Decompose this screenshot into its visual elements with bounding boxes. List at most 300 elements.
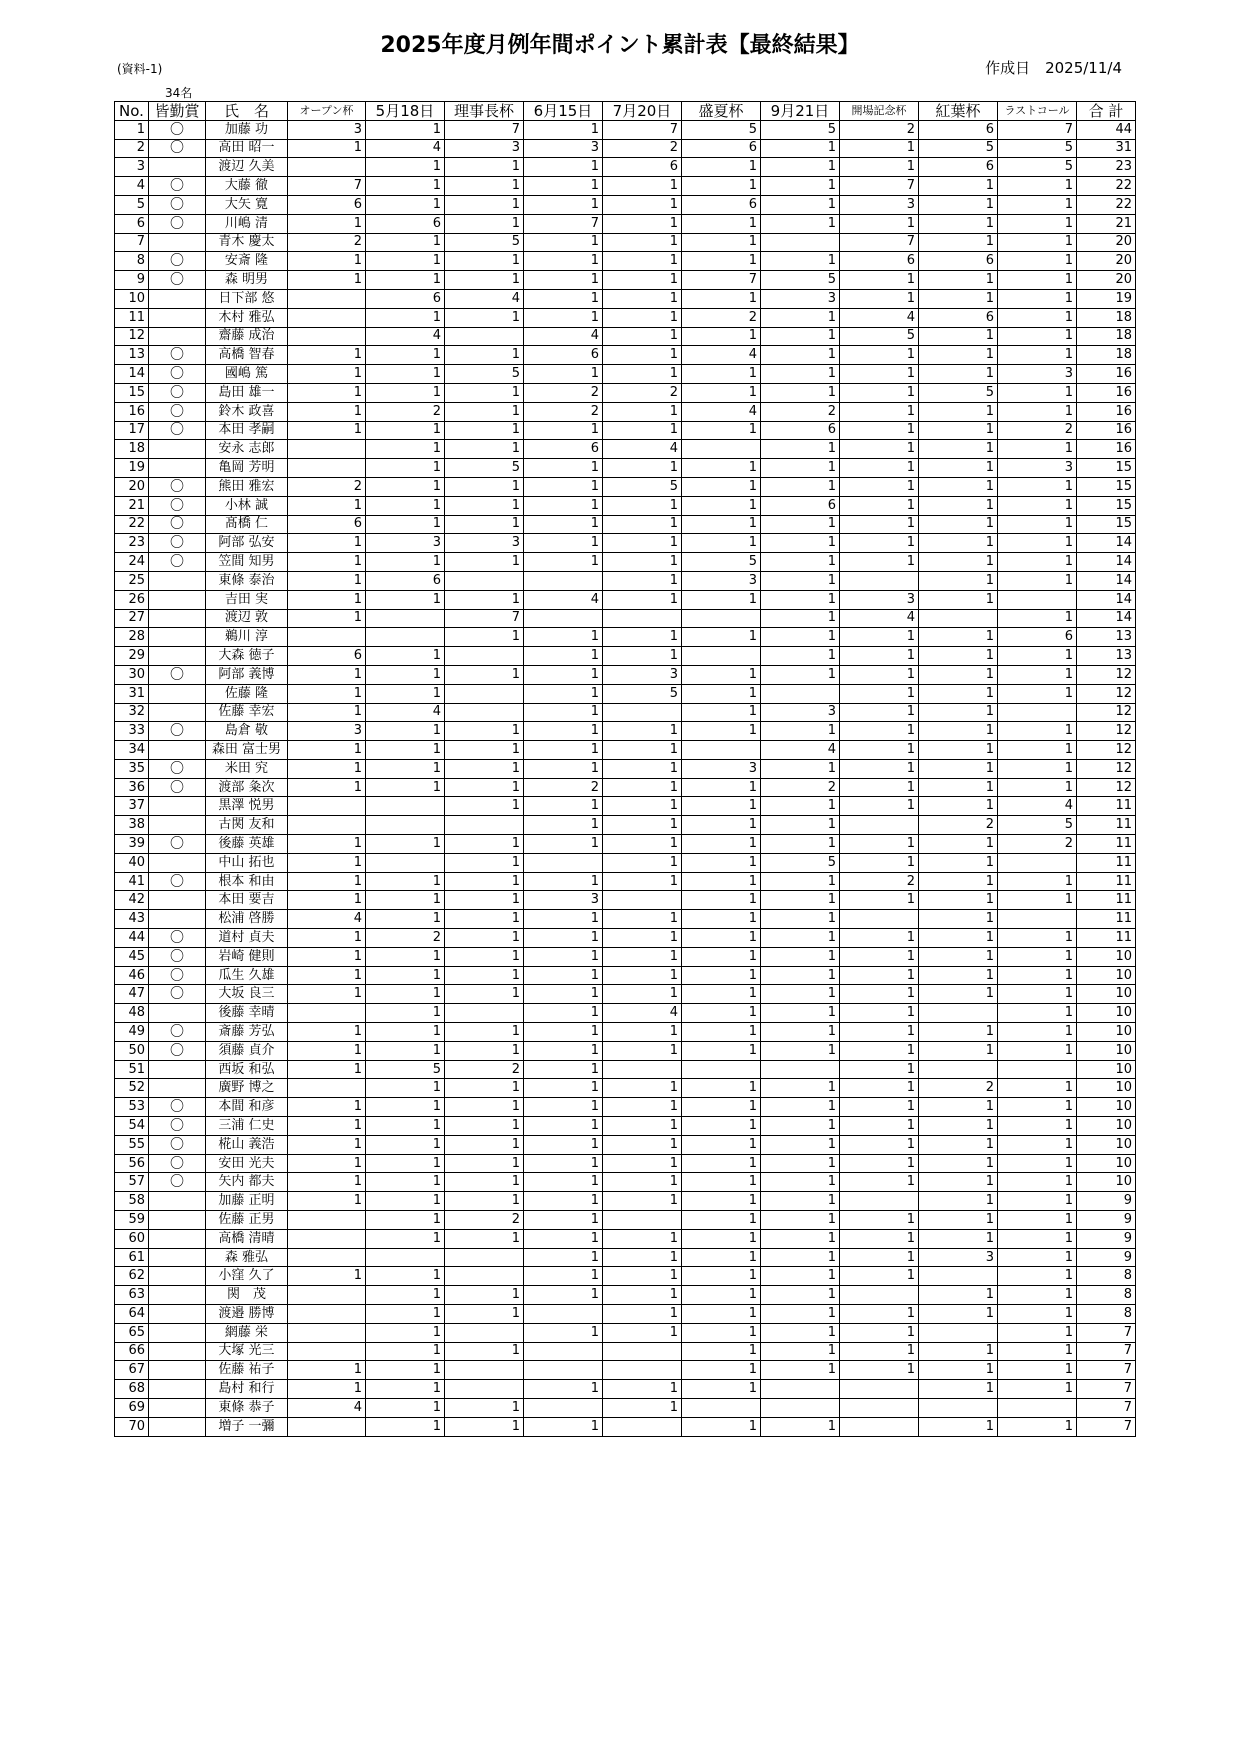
cell-name: 佐藤 祐子	[206, 1361, 288, 1380]
cell-last-call	[998, 853, 1077, 872]
table-row	[115, 534, 1136, 553]
cell-open-cup: 1	[288, 778, 366, 797]
cell-name: 島倉 敬	[206, 722, 288, 741]
cell-name: 鵜川 淳	[206, 628, 288, 647]
cell-total: 44	[1077, 120, 1136, 139]
cell-name: 松浦 啓勝	[206, 910, 288, 929]
cell-name: 佐藤 正男	[206, 1211, 288, 1230]
cell-jul20: 1	[603, 496, 682, 515]
cell-last-call: 1	[998, 759, 1077, 778]
cell-anniversary-cup: 1	[840, 947, 919, 966]
cell-summer-cup: 1	[682, 1023, 761, 1042]
cell-chairman-cup: 1	[445, 853, 524, 872]
cell-summer-cup	[682, 741, 761, 760]
cell-total: 15	[1077, 477, 1136, 496]
cell-autumn-cup: 1	[919, 327, 998, 346]
cell-no: 35	[115, 759, 149, 778]
cell-jun15	[524, 853, 603, 872]
cell-name: 安永 志郎	[206, 440, 288, 459]
table-row	[115, 1154, 1136, 1173]
cell-total: 12	[1077, 684, 1136, 703]
cell-may18	[366, 1248, 445, 1267]
cell-sep21: 1	[761, 346, 840, 365]
cell-open-cup	[288, 327, 366, 346]
cell-autumn-cup: 1	[919, 684, 998, 703]
cell-no: 54	[115, 1117, 149, 1136]
cell-attendance	[149, 158, 206, 177]
cell-chairman-cup: 1	[445, 1079, 524, 1098]
cell-name: 東條 泰治	[206, 571, 288, 590]
cell-anniversary-cup: 1	[840, 477, 919, 496]
cell-attendance: 〇	[149, 553, 206, 572]
cell-open-cup: 2	[288, 477, 366, 496]
cell-name: 川嶋 清	[206, 214, 288, 233]
cell-anniversary-cup: 2	[840, 872, 919, 891]
cell-attendance	[149, 289, 206, 308]
cell-sep21: 1	[761, 929, 840, 948]
cell-last-call: 1	[998, 477, 1077, 496]
cell-attendance: 〇	[149, 966, 206, 985]
cell-jul20: 4	[603, 440, 682, 459]
cell-summer-cup: 1	[682, 891, 761, 910]
cell-last-call: 1	[998, 177, 1077, 196]
cell-autumn-cup: 1	[919, 515, 998, 534]
cell-last-call: 1	[998, 966, 1077, 985]
cell-jun15: 1	[524, 158, 603, 177]
cell-autumn-cup: 1	[919, 703, 998, 722]
cell-may18: 1	[366, 459, 445, 478]
cell-chairman-cup	[445, 1380, 524, 1399]
cell-no: 21	[115, 496, 149, 515]
cell-autumn-cup: 1	[919, 1342, 998, 1361]
cell-jul20: 1	[603, 872, 682, 891]
cell-autumn-cup: 1	[919, 1417, 998, 1436]
cell-last-call: 1	[998, 1323, 1077, 1342]
cell-may18: 1	[366, 1023, 445, 1042]
cell-anniversary-cup: 3	[840, 590, 919, 609]
cell-anniversary-cup: 1	[840, 365, 919, 384]
cell-last-call: 1	[998, 947, 1077, 966]
cell-anniversary-cup: 1	[840, 383, 919, 402]
cell-jun15: 1	[524, 1248, 603, 1267]
cell-attendance: 〇	[149, 365, 206, 384]
cell-autumn-cup: 1	[919, 233, 998, 252]
cell-last-call: 1	[998, 1417, 1077, 1436]
cell-anniversary-cup: 1	[840, 797, 919, 816]
cell-sep21: 1	[761, 571, 840, 590]
cell-name: 島村 和行	[206, 1380, 288, 1399]
table-row	[115, 910, 1136, 929]
cell-may18: 1	[366, 1079, 445, 1098]
cell-may18: 1	[366, 477, 445, 496]
cell-sep21: 1	[761, 816, 840, 835]
cell-no: 63	[115, 1286, 149, 1305]
cell-no: 36	[115, 778, 149, 797]
cell-last-call: 1	[998, 1361, 1077, 1380]
cell-name: 黒澤 悦男	[206, 797, 288, 816]
cell-chairman-cup	[445, 1323, 524, 1342]
cell-sep21: 1	[761, 1041, 840, 1060]
cell-open-cup: 4	[288, 910, 366, 929]
cell-summer-cup: 1	[682, 421, 761, 440]
cell-may18: 1	[366, 1173, 445, 1192]
cell-open-cup: 1	[288, 1192, 366, 1211]
cell-open-cup: 1	[288, 214, 366, 233]
cell-last-call: 1	[998, 402, 1077, 421]
cell-total: 10	[1077, 1117, 1136, 1136]
cell-chairman-cup	[445, 1004, 524, 1023]
cell-no: 19	[115, 459, 149, 478]
cell-total: 21	[1077, 214, 1136, 233]
cell-jun15: 7	[524, 214, 603, 233]
cell-autumn-cup: 1	[919, 947, 998, 966]
cell-name: 笠間 知男	[206, 553, 288, 572]
cell-autumn-cup: 1	[919, 628, 998, 647]
table-row	[115, 214, 1136, 233]
cell-no: 3	[115, 158, 149, 177]
table-row	[115, 421, 1136, 440]
cell-jun15: 1	[524, 1004, 603, 1023]
cell-no: 40	[115, 853, 149, 872]
table-row	[115, 647, 1136, 666]
cell-chairman-cup: 1	[445, 1192, 524, 1211]
cell-name: 本田 要吉	[206, 891, 288, 910]
cell-summer-cup: 1	[682, 1154, 761, 1173]
cell-chairman-cup: 3	[445, 139, 524, 158]
cell-jun15: 1	[524, 722, 603, 741]
cell-name: 斎藤 芳弘	[206, 1023, 288, 1042]
cell-summer-cup: 1	[682, 590, 761, 609]
cell-last-call: 1	[998, 1380, 1077, 1399]
cell-autumn-cup: 1	[919, 1286, 998, 1305]
cell-attendance: 〇	[149, 1154, 206, 1173]
cell-may18: 1	[366, 365, 445, 384]
cell-jun15: 1	[524, 1323, 603, 1342]
cell-attendance: 〇	[149, 271, 206, 290]
cell-open-cup: 1	[288, 365, 366, 384]
cell-chairman-cup: 1	[445, 1041, 524, 1060]
cell-anniversary-cup: 1	[840, 966, 919, 985]
cell-sep21: 1	[761, 1098, 840, 1117]
table-row	[115, 1229, 1136, 1248]
cell-autumn-cup	[919, 1398, 998, 1417]
cell-anniversary-cup: 1	[840, 289, 919, 308]
cell-last-call: 1	[998, 1267, 1077, 1286]
cell-chairman-cup: 1	[445, 797, 524, 816]
cell-last-call: 1	[998, 665, 1077, 684]
cell-last-call	[998, 1398, 1077, 1417]
cell-open-cup: 1	[288, 534, 366, 553]
cell-last-call: 1	[998, 515, 1077, 534]
cell-chairman-cup: 1	[445, 158, 524, 177]
cell-chairman-cup: 1	[445, 1117, 524, 1136]
cell-jul20: 4	[603, 1004, 682, 1023]
cell-jun15: 1	[524, 534, 603, 553]
cell-anniversary-cup	[840, 1192, 919, 1211]
cell-summer-cup: 1	[682, 966, 761, 985]
cell-summer-cup: 1	[682, 703, 761, 722]
cell-total: 18	[1077, 346, 1136, 365]
cell-jul20: 1	[603, 289, 682, 308]
cell-no: 26	[115, 590, 149, 609]
cell-jun15: 1	[524, 553, 603, 572]
cell-name: 阿部 弘安	[206, 534, 288, 553]
cell-jul20	[603, 1417, 682, 1436]
table-row	[115, 872, 1136, 891]
header-jul20: 7月20日	[603, 102, 682, 121]
cell-last-call: 1	[998, 1305, 1077, 1324]
cell-anniversary-cup: 1	[840, 1060, 919, 1079]
cell-open-cup: 1	[288, 1154, 366, 1173]
table-row	[115, 1060, 1136, 1079]
cell-jul20: 1	[603, 553, 682, 572]
cell-no: 55	[115, 1135, 149, 1154]
page-title: 2025年度月例年間ポイント累計表【最終結果】	[380, 33, 860, 58]
cell-jun15: 1	[524, 872, 603, 891]
cell-chairman-cup: 1	[445, 665, 524, 684]
cell-name: 渡辺 敦	[206, 609, 288, 628]
cell-autumn-cup: 1	[919, 741, 998, 760]
cell-jun15: 1	[524, 233, 603, 252]
cell-anniversary-cup: 1	[840, 421, 919, 440]
cell-may18: 1	[366, 741, 445, 760]
cell-open-cup: 1	[288, 1098, 366, 1117]
cell-jun15: 1	[524, 120, 603, 139]
cell-chairman-cup: 1	[445, 177, 524, 196]
cell-may18: 1	[366, 590, 445, 609]
cell-sep21: 1	[761, 195, 840, 214]
cell-open-cup	[288, 158, 366, 177]
header-row	[115, 102, 1136, 121]
cell-name: 青木 慶太	[206, 233, 288, 252]
cell-total: 11	[1077, 816, 1136, 835]
cell-summer-cup: 1	[682, 1117, 761, 1136]
table-row	[115, 665, 1136, 684]
cell-last-call: 1	[998, 778, 1077, 797]
cell-may18: 1	[366, 778, 445, 797]
cell-autumn-cup: 6	[919, 158, 998, 177]
cell-no: 28	[115, 628, 149, 647]
cell-attendance: 〇	[149, 139, 206, 158]
cell-may18: 1	[366, 496, 445, 515]
cell-last-call	[998, 1060, 1077, 1079]
table-row	[115, 383, 1136, 402]
cell-no: 33	[115, 722, 149, 741]
cell-jun15: 1	[524, 1229, 603, 1248]
table-row	[115, 1004, 1136, 1023]
cell-may18: 1	[366, 1192, 445, 1211]
table-row	[115, 703, 1136, 722]
cell-may18: 4	[366, 703, 445, 722]
cell-attendance	[149, 327, 206, 346]
cell-summer-cup: 1	[682, 1286, 761, 1305]
header-name: 氏 名	[206, 102, 288, 121]
cell-summer-cup: 1	[682, 853, 761, 872]
cell-may18: 5	[366, 1060, 445, 1079]
cell-autumn-cup: 1	[919, 1135, 998, 1154]
cell-chairman-cup: 1	[445, 872, 524, 891]
cell-name: 亀岡 芳明	[206, 459, 288, 478]
cell-jun15: 1	[524, 910, 603, 929]
cell-open-cup	[288, 440, 366, 459]
cell-open-cup: 1	[288, 271, 366, 290]
cell-no: 60	[115, 1229, 149, 1248]
cell-jul20: 1	[603, 1023, 682, 1042]
cell-jul20	[603, 1361, 682, 1380]
cell-autumn-cup: 1	[919, 1380, 998, 1399]
cell-no: 23	[115, 534, 149, 553]
cell-last-call: 1	[998, 496, 1077, 515]
cell-name: 島田 雄一	[206, 383, 288, 402]
cell-open-cup	[288, 628, 366, 647]
cell-last-call: 1	[998, 741, 1077, 760]
cell-no: 38	[115, 816, 149, 835]
cell-summer-cup: 5	[682, 553, 761, 572]
cell-last-call: 1	[998, 327, 1077, 346]
cell-jul20: 5	[603, 684, 682, 703]
cell-total: 9	[1077, 1248, 1136, 1267]
cell-name: 安田 光夫	[206, 1154, 288, 1173]
cell-total: 10	[1077, 1079, 1136, 1098]
cell-chairman-cup	[445, 1248, 524, 1267]
cell-chairman-cup: 1	[445, 421, 524, 440]
cell-open-cup: 1	[288, 1023, 366, 1042]
cell-open-cup: 1	[288, 553, 366, 572]
cell-autumn-cup: 2	[919, 1079, 998, 1098]
cell-attendance	[149, 1380, 206, 1399]
cell-summer-cup: 1	[682, 233, 761, 252]
cell-may18: 1	[366, 1041, 445, 1060]
cell-no: 44	[115, 929, 149, 948]
cell-sep21: 1	[761, 1135, 840, 1154]
cell-total: 7	[1077, 1398, 1136, 1417]
cell-sep21: 1	[761, 1305, 840, 1324]
cell-no: 4	[115, 177, 149, 196]
cell-jul20: 1	[603, 571, 682, 590]
cell-sep21: 3	[761, 703, 840, 722]
cell-jul20: 1	[603, 1286, 682, 1305]
cell-attendance	[149, 233, 206, 252]
cell-last-call: 2	[998, 835, 1077, 854]
cell-autumn-cup: 1	[919, 346, 998, 365]
cell-total: 14	[1077, 609, 1136, 628]
cell-sep21: 1	[761, 1323, 840, 1342]
cell-jul20	[603, 1211, 682, 1230]
cell-no: 45	[115, 947, 149, 966]
cell-anniversary-cup: 4	[840, 609, 919, 628]
cell-total: 22	[1077, 195, 1136, 214]
cell-last-call: 6	[998, 628, 1077, 647]
cell-name: 大矢 寛	[206, 195, 288, 214]
cell-jul20: 1	[603, 1041, 682, 1060]
table-row	[115, 1267, 1136, 1286]
cell-autumn-cup: 1	[919, 271, 998, 290]
cell-autumn-cup: 1	[919, 571, 998, 590]
cell-jun15: 1	[524, 684, 603, 703]
cell-summer-cup: 1	[682, 1342, 761, 1361]
cell-jun15: 1	[524, 1192, 603, 1211]
cell-last-call: 5	[998, 816, 1077, 835]
cell-may18: 1	[366, 120, 445, 139]
cell-sep21: 1	[761, 440, 840, 459]
cell-jul20: 1	[603, 214, 682, 233]
cell-jul20: 1	[603, 590, 682, 609]
cell-attendance: 〇	[149, 947, 206, 966]
cell-summer-cup: 3	[682, 759, 761, 778]
cell-total: 12	[1077, 722, 1136, 741]
header-total: 合 計	[1077, 102, 1136, 121]
cell-chairman-cup	[445, 1267, 524, 1286]
cell-jul20: 1	[603, 1380, 682, 1399]
cell-summer-cup: 1	[682, 1323, 761, 1342]
document-reference: (資料-1)	[117, 62, 163, 76]
cell-attendance: 〇	[149, 759, 206, 778]
header-sep21: 9月21日	[761, 102, 840, 121]
cell-open-cup: 6	[288, 647, 366, 666]
cell-jul20: 1	[603, 1323, 682, 1342]
cell-jun15: 1	[524, 1267, 603, 1286]
cell-chairman-cup: 1	[445, 346, 524, 365]
cell-summer-cup: 5	[682, 120, 761, 139]
cell-may18: 1	[366, 1286, 445, 1305]
cell-last-call: 1	[998, 195, 1077, 214]
cell-jul20	[603, 891, 682, 910]
cell-total: 10	[1077, 1154, 1136, 1173]
cell-no: 65	[115, 1323, 149, 1342]
cell-jun15: 1	[524, 947, 603, 966]
cell-chairman-cup: 1	[445, 1398, 524, 1417]
cell-jun15: 1	[524, 365, 603, 384]
cell-last-call: 1	[998, 872, 1077, 891]
cell-jul20: 1	[603, 741, 682, 760]
cell-chairman-cup: 1	[445, 759, 524, 778]
cell-may18: 1	[366, 910, 445, 929]
cell-anniversary-cup	[840, 1286, 919, 1305]
table-row	[115, 402, 1136, 421]
cell-autumn-cup: 1	[919, 1173, 998, 1192]
cell-jul20: 1	[603, 816, 682, 835]
cell-jun15: 1	[524, 835, 603, 854]
cell-chairman-cup: 1	[445, 1417, 524, 1436]
cell-no: 49	[115, 1023, 149, 1042]
cell-anniversary-cup: 1	[840, 553, 919, 572]
cell-jun15: 1	[524, 515, 603, 534]
cell-no: 48	[115, 1004, 149, 1023]
cell-name: 小林 誠	[206, 496, 288, 515]
cell-attendance: 〇	[149, 929, 206, 948]
cell-last-call: 4	[998, 797, 1077, 816]
cell-chairman-cup	[445, 816, 524, 835]
cell-autumn-cup: 1	[919, 1041, 998, 1060]
cell-attendance: 〇	[149, 195, 206, 214]
cell-sep21: 1	[761, 872, 840, 891]
cell-name: 齋藤 成治	[206, 327, 288, 346]
cell-summer-cup: 4	[682, 402, 761, 421]
cell-jul20: 1	[603, 1267, 682, 1286]
cell-last-call: 1	[998, 214, 1077, 233]
cell-name: 高橋 清晴	[206, 1229, 288, 1248]
cell-open-cup	[288, 1286, 366, 1305]
points-table	[114, 101, 1136, 1437]
cell-sep21: 1	[761, 1192, 840, 1211]
cell-autumn-cup: 1	[919, 195, 998, 214]
cell-may18: 1	[366, 195, 445, 214]
cell-total: 7	[1077, 1361, 1136, 1380]
cell-chairman-cup: 1	[445, 985, 524, 1004]
cell-last-call	[998, 590, 1077, 609]
cell-anniversary-cup: 1	[840, 1248, 919, 1267]
cell-jul20: 1	[603, 778, 682, 797]
